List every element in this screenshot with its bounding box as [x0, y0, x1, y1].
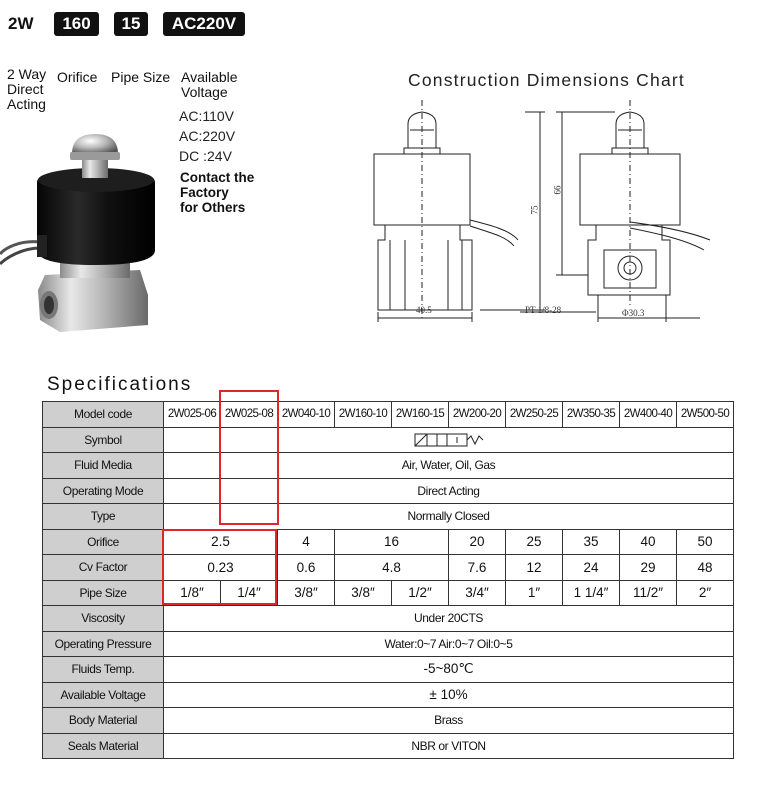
- row-label-cv: Cv Factor: [43, 555, 164, 581]
- voltage-tolerance-value: ± 10%: [164, 682, 734, 708]
- table-row: [43, 631, 734, 657]
- pipe-code-box: 15: [114, 12, 148, 36]
- table-row: [43, 402, 734, 428]
- orifice-cell: 4: [278, 529, 335, 555]
- dim-height-right: 66: [552, 185, 563, 195]
- dim-width-right: Φ30.3: [622, 308, 645, 318]
- pipe-cell: 11/2″: [620, 580, 677, 606]
- voltage-dc24: DC :24V: [179, 148, 232, 164]
- model-cell: 2W250-25: [506, 402, 563, 428]
- mode-value: Direct Acting: [164, 478, 734, 504]
- orifice-cell: 35: [563, 529, 620, 555]
- pipe-label: Pipe Size: [111, 69, 171, 85]
- model-cell: 2W400-40: [620, 402, 677, 428]
- row-label-voltage: Available Voltage: [43, 682, 164, 708]
- row-label-orifice: Orifice: [43, 529, 164, 555]
- series-label: 2 Way Direct Acting: [7, 66, 47, 112]
- row-label-symbol: Symbol: [43, 427, 164, 453]
- spec-title: Specifications: [47, 374, 193, 395]
- row-label-fluid: Fluid Media: [43, 453, 164, 479]
- row-label-model: Model code: [43, 402, 164, 428]
- pipe-cell: 1/4″: [221, 580, 278, 606]
- pipe-cell: 1/8″: [164, 580, 221, 606]
- table-row: [43, 504, 734, 530]
- orifice-cell: 2.5: [164, 529, 278, 555]
- pipe-cell: 3/8″: [278, 580, 335, 606]
- cv-cell: 24: [563, 555, 620, 581]
- spec-table: [42, 401, 734, 759]
- row-label-pipe: Pipe Size: [43, 580, 164, 606]
- row-label-body: Body Material: [43, 708, 164, 734]
- front-view-drawing: [374, 100, 545, 322]
- model-cell: 2W025-06: [164, 402, 221, 428]
- pipe-cell: 3/8″: [335, 580, 392, 606]
- type-value: Normally Closed: [164, 504, 734, 530]
- pipe-cell: 1 1/4″: [563, 580, 620, 606]
- cv-cell: 29: [620, 555, 677, 581]
- table-row: [43, 580, 734, 606]
- dim-height-left: 75: [529, 205, 540, 215]
- highlight-orifice-pipe: [162, 529, 277, 605]
- pipe-cell: 2″: [677, 580, 734, 606]
- temp-value: -5~80℃: [164, 657, 734, 683]
- model-cell: 2W350-35: [563, 402, 620, 428]
- row-label-mode: Operating Mode: [43, 478, 164, 504]
- table-row: [43, 657, 734, 683]
- dim-thread: PT 1/8-28: [525, 305, 562, 315]
- model-cell: 2W025-08: [221, 402, 278, 428]
- cv-cell: 48: [677, 555, 734, 581]
- highlight-model-2w025-08: [219, 390, 279, 525]
- body-material-value: Brass: [164, 708, 734, 734]
- viscosity-value: Under 20CTS: [164, 606, 734, 632]
- cv-cell: 0.23: [164, 555, 278, 581]
- voltage-ac220: AC:220V: [179, 128, 236, 144]
- row-label-viscosity: Viscosity: [43, 606, 164, 632]
- orifice-label: Orifice: [57, 69, 98, 85]
- model-cell: 2W500-50: [677, 402, 734, 428]
- orifice-cell: 16: [335, 529, 449, 555]
- row-label-seals: Seals Material: [43, 733, 164, 759]
- solenoid-valve-photo: [0, 130, 170, 345]
- model-cell: 2W200-20: [449, 402, 506, 428]
- table-row: [43, 453, 734, 479]
- orifice-cell: 25: [506, 529, 563, 555]
- side-view-drawing: [520, 100, 710, 322]
- orifice-code-box: 160: [54, 12, 99, 36]
- cv-cell: 4.8: [335, 555, 449, 581]
- chart-title: Construction Dimensions Chart: [408, 70, 685, 90]
- row-label-temp: Fluids Temp.: [43, 657, 164, 683]
- contact-note: Contact the Factory for Others: [180, 170, 255, 215]
- table-row: [43, 708, 734, 734]
- orifice-cell: 50: [677, 529, 734, 555]
- orifice-cell: 20: [449, 529, 506, 555]
- model-cell: 2W160-10: [335, 402, 392, 428]
- construction-drawing: [360, 100, 770, 325]
- fluid-value: Air, Water, Oil, Gas: [164, 453, 734, 479]
- pipe-cell: 1/2″: [392, 580, 449, 606]
- valve-symbol-icon: [411, 431, 487, 449]
- cv-cell: 7.6: [449, 555, 506, 581]
- table-row: [43, 555, 734, 581]
- dim-width-left: 40.5: [416, 305, 432, 315]
- table-row: [43, 427, 734, 453]
- table-row: [43, 733, 734, 759]
- model-cell: 2W040-10: [278, 402, 335, 428]
- table-row: [43, 682, 734, 708]
- table-row: [43, 606, 734, 632]
- pressure-value: Water:0~7 Air:0~7 Oil:0~5: [164, 631, 734, 657]
- pipe-cell: 3/4″: [449, 580, 506, 606]
- voltage-code-box: AC220V: [163, 12, 245, 36]
- cv-cell: 0.6: [278, 555, 335, 581]
- row-label-pressure: Operating Pressure: [43, 631, 164, 657]
- table-row: [43, 478, 734, 504]
- voltage-label: Available Voltage: [181, 69, 238, 100]
- orifice-cell: 40: [620, 529, 677, 555]
- cv-cell: 12: [506, 555, 563, 581]
- voltage-ac110: AC:110V: [179, 108, 234, 124]
- seals-material-value: NBR or VITON: [164, 733, 734, 759]
- row-label-type: Type: [43, 504, 164, 530]
- voltage-list: [179, 106, 235, 166]
- series-code: 2W: [8, 14, 34, 33]
- model-cell: 2W160-15: [392, 402, 449, 428]
- pipe-cell: 1″: [506, 580, 563, 606]
- table-row: [43, 529, 734, 555]
